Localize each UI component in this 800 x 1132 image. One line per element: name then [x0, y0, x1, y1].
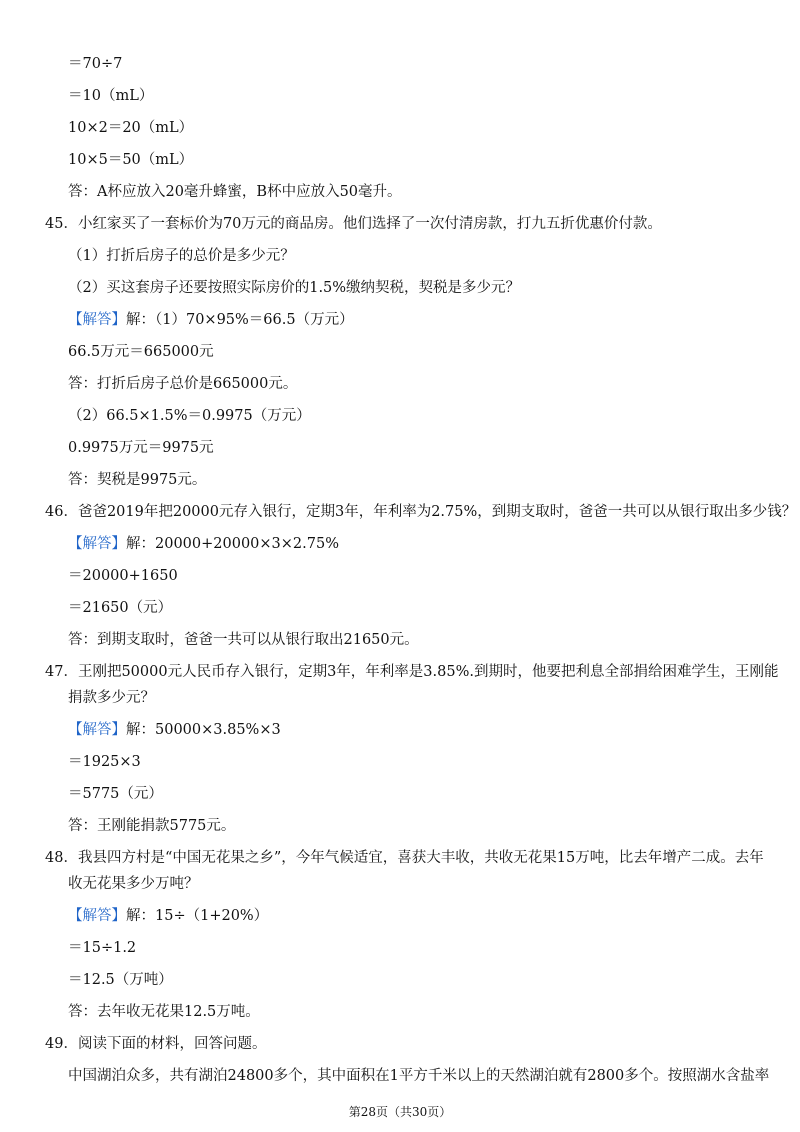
solution-line: 【解答】解：50000×3.85%×3 [68, 722, 281, 738]
answer-line: 答：王刚能捐款5775元。 [68, 818, 236, 834]
text-line: ＝12.5（万吨） [68, 972, 173, 988]
question-47: 47．王刚把50000元人民币存入银行，定期3年，年利率是3.85%.到期时，他要把利息全部捐给困难学生，王刚能 [45, 664, 779, 680]
text-line: ＝1925×3 [68, 754, 141, 770]
text-line: ＝10（mL） [68, 88, 154, 104]
text-line: 0.9975万元＝9975元 [68, 440, 214, 456]
answer-line: 答：A杯应放入20毫升蜂蜜，B杯中应放入50毫升。 [68, 184, 402, 200]
solution-line: 【解答】解：（1）70×95%＝66.5（万元） [68, 312, 354, 328]
question-46: 46．爸爸2019年把20000元存入银行，定期3年，年利率为2.75%，到期支取时，爸爸一共可以从银行取出多少钱？ [45, 504, 797, 520]
answer-line: 答：契税是9975元。 [68, 472, 207, 488]
sub-question: （1）打折后房子的总价是多少元？ [68, 248, 295, 264]
question-49: 49．阅读下面的材料，回答问题。 [45, 1036, 267, 1052]
answer-line: 答：打折后房子总价是665000元。 [68, 376, 298, 392]
answer-line: 答：去年收无花果12.5万吨。 [68, 1004, 260, 1020]
text-line: ＝70÷7 [68, 56, 123, 72]
text-line: ＝21650（元） [68, 600, 173, 616]
solution-tag: 【解答】 [68, 722, 126, 738]
solution-tag: 【解答】 [68, 536, 126, 552]
text-line: ＝5775（元） [68, 786, 163, 802]
question-continuation: 捐款多少元？ [68, 690, 155, 706]
text-line: ＝20000+1650 [68, 568, 178, 584]
sub-question: （2）买这套房子还要按照实际房价的1.5%缴纳契税，契税是多少元？ [68, 280, 521, 296]
page-footer: 第28页（共30页） [348, 1105, 452, 1119]
question-45: 45．小红家买了一套标价为70万元的商品房。他们选择了一次付清房款，打九五折优惠价付款。 [45, 216, 662, 232]
text-line: 66.5万元＝665000元 [68, 344, 214, 360]
answer-line: 答：到期支取时，爸爸一共可以从银行取出21650元。 [68, 632, 419, 648]
solution-line: 【解答】解：15÷（1+20%） [68, 908, 269, 924]
solution-tag: 【解答】 [68, 908, 126, 924]
solution-line: 【解答】解：20000+20000×3×2.75% [68, 536, 339, 552]
text-line: 中国湖泊众多，共有湖泊24800多个，其中面积在1平方千米以上的天然湖泊就有2800多个。按照湖水含盐率 [68, 1068, 770, 1084]
text-line: （2）66.5×1.5%＝0.9975（万元） [68, 408, 311, 424]
solution-tag: 【解答】 [68, 312, 126, 328]
text-line: 10×5＝50（mL） [68, 152, 194, 168]
question-48: 48．我县四方村是“中国无花果之乡”，今年气候适宜，喜获大丰收，共收无花果15万吨，比去年增产二成。去年 [45, 850, 764, 866]
text-line: ＝15÷1.2 [68, 940, 137, 956]
question-continuation: 收无花果多少万吨？ [68, 876, 199, 892]
text-line: 10×2＝20（mL） [68, 120, 194, 136]
